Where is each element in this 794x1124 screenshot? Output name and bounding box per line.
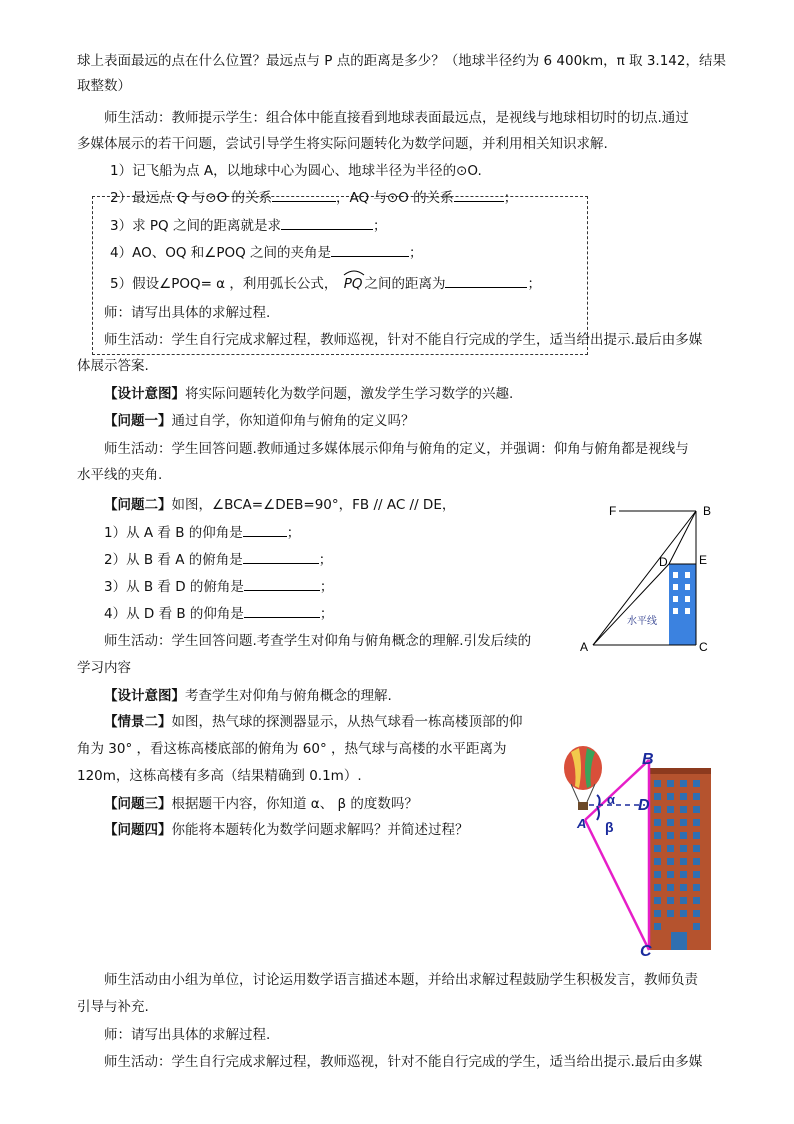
balloon-building-figure <box>557 740 727 962</box>
text-line: 师生活动：教师提示学生：组合体中能直接看到地球表面最远点，是视线与地球相切时的切点.通过 <box>104 110 689 126</box>
text-line: 体展示答案. <box>77 358 149 374</box>
text: 4）从 D 看 B 的仰角是 <box>104 606 244 622</box>
text: ； <box>409 245 423 261</box>
text: 考查学生对仰角与俯角概念的理解. <box>185 688 392 704</box>
arc-label: PQ <box>343 276 363 292</box>
text: ； <box>319 579 334 595</box>
design-intent-line <box>104 687 392 705</box>
text-line: 师生活动由小组为单位，讨论运用数学语言描述本题，并给出求解过程鼓励学生积极发言，教师负责 <box>104 972 698 988</box>
sub-question <box>104 605 333 623</box>
text: 2）最远点 Q 与⊙O 的关系 <box>110 190 273 206</box>
text: 根据题干内容，你知道 α、 β 的度数吗？ <box>171 796 418 812</box>
section-tag: 【设计意图】 <box>104 386 185 402</box>
text-line: 师生活动：学生回答问题.教师通过多媒体展示仰角与俯角的定义，并强调：仰角与俯角都是视线与 <box>104 441 689 457</box>
question-four-line <box>104 821 469 839</box>
answer-blank[interactable] <box>272 189 336 202</box>
text-line: 师：请写出具体的求解过程. <box>104 305 271 321</box>
text: ； <box>372 218 387 234</box>
text-line: 水平线的夹角. <box>77 467 163 483</box>
building-door <box>671 932 687 950</box>
answer-blank[interactable] <box>331 244 409 257</box>
question-2-line <box>110 189 517 207</box>
answer-blank[interactable] <box>244 605 320 618</box>
text: 你能将本题转化为数学问题求解吗？并简述过程？ <box>171 822 469 838</box>
angle-diagram-figure <box>575 498 725 658</box>
line-bd <box>669 511 696 564</box>
line-ad <box>593 564 669 645</box>
text: 1）从 A 看 B 的仰角是 <box>104 525 243 541</box>
text: ，AQ 与⊙O 的关系 <box>336 190 454 206</box>
section-tag: 【问题三】 <box>104 796 172 812</box>
text: 3）求 PQ 之间的距离就是求 <box>110 218 281 234</box>
answer-blank[interactable] <box>281 217 373 230</box>
label-f: F <box>609 504 617 518</box>
text-line: 120m，这栋高楼有多高（结果精确到 0.1m）. <box>77 768 362 784</box>
question-5-line <box>110 275 541 293</box>
text: ； <box>319 606 334 622</box>
section-tag: 【情景二】 <box>104 714 172 730</box>
text: 将实际问题转化为数学问题，激发学生学习数学的兴趣. <box>185 386 514 402</box>
label-beta: β <box>605 819 614 835</box>
text: 之间的距离为 <box>364 276 446 292</box>
text-line: 角为 30° ，看这栋高楼底部的俯角为 60° ，热气球与高楼的水平距离为 <box>77 741 507 757</box>
question-4-line <box>110 244 423 262</box>
answer-blank[interactable] <box>445 275 527 288</box>
text: 4）AO、OQ 和∠POQ 之间的夹角是 <box>110 245 332 261</box>
section-tag: 【设计意图】 <box>104 688 185 704</box>
arc-pq-symbol <box>344 275 363 293</box>
label-b: B <box>703 504 712 518</box>
text: 3）从 B 看 D 的俯角是 <box>104 579 244 595</box>
question-one-line <box>104 412 415 430</box>
text-line: 师生活动：学生自行完成求解过程，教师巡视，针对不能自行完成的学生，适当给出提示.最后由多媒 <box>104 1054 703 1070</box>
sight-line-ac <box>585 820 649 950</box>
answer-blank[interactable] <box>244 578 320 591</box>
section-tag: 【问题二】 <box>104 497 172 513</box>
text-line: 多媒体展示的若干问题，尝试引导学生将实际问题转化为数学问题，并利用相关知识求解. <box>77 136 608 152</box>
question-two-line <box>104 496 455 514</box>
text: ； <box>503 190 518 206</box>
question-three-line <box>104 795 418 813</box>
text: 通过自学，你知道仰角与俯角的定义吗？ <box>171 413 415 429</box>
text-line: 球上表面最远的点在什么位置？最远点与 P 点的距离是多少？（地球半径约为 6 400km，π 取 3.142，结果 <box>77 53 726 69</box>
label-a: A <box>577 816 587 831</box>
text-line: 师：请写出具体的求解过程. <box>104 1027 271 1043</box>
text-line: 学习内容 <box>77 660 131 676</box>
text-line: 引导与补充. <box>77 999 149 1015</box>
section-tag: 【问题四】 <box>104 822 172 838</box>
text-line: 师生活动：学生自行完成求解过程，教师巡视，针对不能自行完成的学生，适当给出提示.最后由多媒 <box>104 332 703 348</box>
text-line: 取整数） <box>77 78 131 94</box>
text: ； <box>318 552 333 568</box>
answer-blank[interactable] <box>454 189 504 202</box>
design-intent-line <box>104 385 513 403</box>
scenario-two-line <box>104 713 523 731</box>
answer-blank[interactable] <box>243 551 319 564</box>
label-b: B <box>642 751 654 768</box>
label-e: E <box>699 553 708 567</box>
section-tag: 【问题一】 <box>104 413 172 429</box>
question-3-line <box>110 217 386 235</box>
label-d: D <box>638 797 650 814</box>
answer-blank[interactable] <box>243 524 287 537</box>
label-d: D <box>659 555 668 569</box>
horizontal-line-caption: 水平线 <box>627 616 657 627</box>
text: 如图，∠BCA=∠DEB=90°，FB // AC // DE， <box>171 497 456 513</box>
text: 2）从 B 看 A 的俯角是 <box>104 552 243 568</box>
label-a: A <box>580 640 589 654</box>
text-line: 1）记飞船为点 A，以地球中心为圆心、地球半径为半径的⊙O. <box>110 163 482 179</box>
text: 5）假设∠POQ= α ，利用弧长公式， <box>110 276 338 292</box>
sub-question <box>104 578 333 596</box>
sub-question <box>104 551 332 569</box>
text: ； <box>527 276 541 292</box>
hot-air-balloon <box>564 746 602 810</box>
label-c: C <box>699 640 708 654</box>
text-line: 师生活动：学生回答问题.考查学生对仰角与俯角概念的理解.引发后续的 <box>104 633 532 649</box>
label-c: C <box>640 943 652 960</box>
angle-beta-arc <box>597 806 599 820</box>
sub-question <box>104 524 300 542</box>
text: 如图，热气球的探测器显示，从热气球看一栋高楼顶部的仰 <box>171 714 523 730</box>
angle-alpha-arc <box>597 795 600 805</box>
label-alpha: α <box>607 792 615 807</box>
text: ； <box>286 525 301 541</box>
building-roof-band <box>649 768 711 774</box>
arc-mark <box>342 268 366 276</box>
